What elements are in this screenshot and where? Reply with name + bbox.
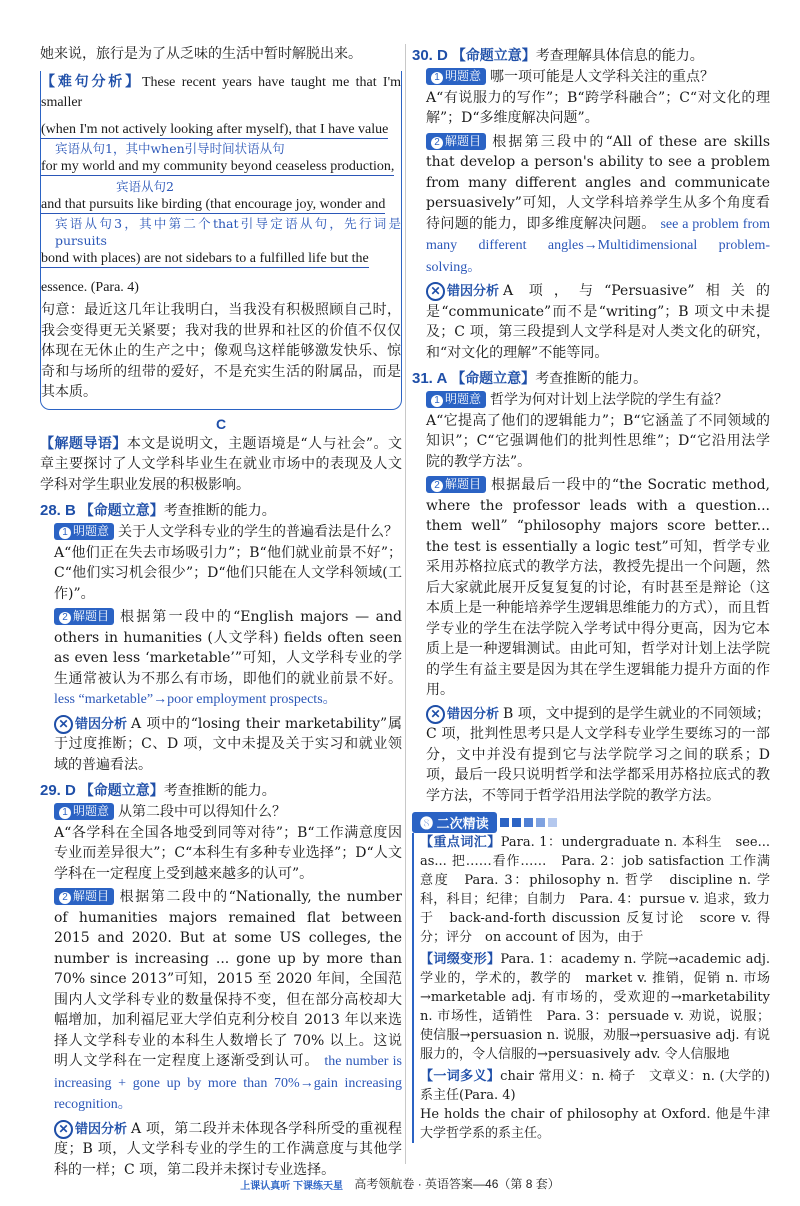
difficult-line-6: essence. (Para. 4) xyxy=(41,279,139,295)
q28-answer: 根据第一段中的“English majors — and others in humanities (人文学科) fields often seen as even less ‘marketable’”可知，人文学科专业的学生通常被认为不那么有市场，即他们的就业前景不好。 xyxy=(54,609,402,687)
vocab-label: 【重点词汇】 xyxy=(420,835,501,850)
error-label: 错因分析 xyxy=(447,705,500,721)
difficult-sentence-box xyxy=(40,71,402,410)
intro-line: 她来说，旅行是为了从乏味的生活中暂时解脱出来。 xyxy=(40,46,362,62)
q28-error-text: A 项中的“losing their marketability”属于过度推断；C、D 项，文中未提及关于实习和就业领域的普遍看法。 xyxy=(54,715,402,773)
poly-example: He holds the chair of philosophy at Oxford. 他是牛津大学哲学系的系主任。 xyxy=(420,1107,770,1141)
difficult-meaning: 句意：最近这几年让我明白，当我没有积极照顾自己时，我会变得更无关紧要；我对我的世界和社区的价值不仅仅体现在无休止的生产之中；像观鸟这样能够激发快乐、惊奇和与场所的纽带的爱好，不是充实生活的附属品，而是其本质。 xyxy=(41,302,401,400)
badge-number: 1 xyxy=(431,395,443,407)
badge-label: 解题目 xyxy=(73,609,110,623)
decor-square xyxy=(536,818,545,827)
error-label: 错因分析 xyxy=(447,283,500,298)
difficult-line-1: These recent years have taught me that I'm smaller xyxy=(41,74,401,110)
error-label: 错因分析 xyxy=(75,1120,128,1136)
book-icon: ❽ xyxy=(420,816,437,831)
q28-question: 关于人文学科专业的学生的普遍看法是什么？ xyxy=(118,524,399,540)
decor-square xyxy=(500,818,509,827)
poly-label: 【一词多义】 xyxy=(420,1069,501,1084)
badge-label: 解题目 xyxy=(73,889,110,903)
q28-number: 28. B xyxy=(40,502,76,519)
badge-label: 明题意 xyxy=(445,392,482,406)
morph-text: Para. 1：academy n. 学院→academic adj. 学业的，学术的，教学的 market v. 推销，促销 n. 市场→marketable adj. 有市场的，受欢迎的→marketability n. 市场性，适销性 Para. 3：persuade v. 劝说，说服；使信服→persuasion n. 说服，劝服→persuasive adj. 有说服力的，令人信服的→persuasively adv. 令人信服地 xyxy=(420,952,770,1062)
q29-badge-2 xyxy=(54,888,114,905)
q31-error-tag xyxy=(426,704,499,725)
q30-error-tag xyxy=(426,281,499,302)
q31-purpose: 考查推断的能力。 xyxy=(535,371,648,387)
q29-purpose: 考查推断的能力。 xyxy=(163,783,276,799)
q31-label: 【命题立意】 xyxy=(451,370,536,386)
badge-number: 2 xyxy=(59,892,71,904)
q30-purpose: 考查理解具体信息的能力。 xyxy=(535,48,704,64)
difficult-line-3: for my world and my community beyond ceaseless production, xyxy=(41,159,395,174)
badge-label: 明题意 xyxy=(73,804,110,818)
badge-number: 2 xyxy=(59,612,71,624)
q31-error-text: B 项，文中提到的是学生就业的不同领域；C 项，批判性思考只是人文学科专业学生要练习的一部分，文中并没有提到它与法学院学习之间的联系；D 项，最后一段只说明哲学和法学都采用苏格拉底式的教学方法，不等同于哲学沿用法学院的教学方法。 xyxy=(426,705,770,804)
guide-text: 本文是说明文，主题语境是“人与社会”。文章主要探讨了人文学科毕业生在就业市场中的表现及人文学科对学生职业发展的积极影响。 xyxy=(40,435,402,493)
q31-number: 31. A xyxy=(412,370,448,387)
q28-badge-2 xyxy=(54,608,114,625)
q29-answer-en: the number is increasing + gone up by more than 70%→gain increasing recognition。 xyxy=(54,1054,402,1112)
note-3: 宾语从句3，其中第二个that引导定语从句，先行词是pursuits xyxy=(55,216,401,248)
q30-badge-2 xyxy=(426,133,486,150)
x-icon: ✕ xyxy=(54,715,73,734)
x-icon: ✕ xyxy=(426,282,445,301)
decor-square xyxy=(524,818,533,827)
note-1: 宾语从句1，其中when引导时间状语从句 xyxy=(55,141,285,156)
q29-question: 从第二段中可以得知什么？ xyxy=(118,804,287,820)
q31-heading xyxy=(412,367,770,390)
guide-label: 【解题导语】 xyxy=(40,435,127,452)
column-divider xyxy=(405,44,406,1164)
badge-number: 1 xyxy=(431,72,443,84)
q29-badge-1 xyxy=(54,803,114,820)
second-reading-label: 二次精读 xyxy=(436,816,489,831)
badge-label: 明题意 xyxy=(73,524,110,538)
q28-purpose: 考查推断的能力。 xyxy=(163,503,276,519)
footer-text: 高考领航卷 · 英语答案—46（第 8 套） xyxy=(354,1176,560,1191)
q28-badge-1 xyxy=(54,523,114,540)
x-icon: ✕ xyxy=(426,705,445,724)
q30-answer-en: see a problem from many different angles→Multidimensional problem-solving。 xyxy=(426,216,771,275)
q29-answer: 根据第二段中的“Nationally, the number of humanities majors remained flat between 2015 and 2020. But at some US colleges, the number is increasing ... gone up by more than 70% since 2013”可知，2015 至 2020 年间，全国范围内人文学科专业的数量保持不变，但在部分高校却大幅增加，加利福尼亚大学伯克利分校自 2013 年以来选择人文学科专业的本科生人数增长了 70% 以上。这说明人文学科在一定程度上逐渐受到认可。 xyxy=(54,889,402,1069)
q30-question: 哪一项可能是人文学科关注的重点？ xyxy=(490,69,715,85)
poly-text: chair 常用义：n. 椅子 文章义：n. (大学的)系主任(Para. 4) xyxy=(420,1069,770,1103)
difficult-line-2: (when I'm not actively looking after myself), that I have value xyxy=(41,121,389,137)
q31-badge-1 xyxy=(426,391,486,408)
q30-badge-1 xyxy=(426,68,486,85)
difficult-line-4: and that pursuits like birding (that encourage joy, wonder and xyxy=(41,196,386,212)
q30-heading xyxy=(412,44,770,67)
badge-label: 解题目 xyxy=(445,133,482,148)
right-column xyxy=(412,44,770,1143)
x-icon: ✕ xyxy=(54,1120,73,1139)
section-c-heading: C xyxy=(215,415,227,432)
page-footer xyxy=(0,1175,800,1192)
decor-square xyxy=(512,818,521,827)
q28-error-tag xyxy=(54,714,127,735)
q31-options: A“它提高了他们的逻辑能力”；B“它涵盖了不同领域的知识”；C“它强调他们的批判性思维”；D“它沿用法学院的教学方法”。 xyxy=(426,412,770,470)
badge-number: 2 xyxy=(431,137,443,149)
q28-label: 【命题立意】 xyxy=(79,502,164,518)
difficult-label: 【难句分析】 xyxy=(41,74,142,90)
q28-answer-en: less “marketable”→poor employment prospects。 xyxy=(54,692,337,707)
badge-label: 解题目 xyxy=(445,477,482,491)
second-reading-panel xyxy=(412,833,770,1143)
q30-number: 30. D xyxy=(412,47,448,64)
q30-answer: 根据第三段中的“All of these are skills that develop a person's ability to see a problem from many different angles and communicate persuasively”可知，人文学科培养学生从多个角度看待问题的能力，即多维度解决问题。 xyxy=(426,133,770,232)
morph-label: 【词缀变形】 xyxy=(420,952,501,967)
q31-question: 哲学为何对计划上法学院的学生有益？ xyxy=(490,392,729,408)
second-reading-title xyxy=(412,812,770,833)
vocab-text: Para. 1：undergraduate n. 本科生 see... as... 把……看作…… Para. 2：job satisfaction 工作满意度 Para. 3：philosophy n. 哲学 discipline n. 学科，科目；纪律；自制力 Para. 4：pursue v. 追求，致力于 back-and-forth discussion 反复讨论 score v. 得分；评分 on account of 因为，由于 xyxy=(420,835,770,945)
q28-heading xyxy=(40,499,402,522)
badge-number: 1 xyxy=(59,527,71,539)
q29-label: 【命题立意】 xyxy=(79,782,164,798)
q29-heading xyxy=(40,779,402,802)
badge-label: 明题意 xyxy=(445,69,482,83)
error-label: 错因分析 xyxy=(75,715,128,731)
left-column xyxy=(40,44,402,1180)
decor-square xyxy=(548,818,557,827)
q29-error-text: A 项，第二段并未体现各学科所受的重视程度；B 项，人文学科专业的学生的工作满意度与其他学科的一样；C 项，第二段并未探讨专业选择。 xyxy=(54,1120,402,1178)
q30-label: 【命题立意】 xyxy=(451,47,536,63)
q29-number: 29. D xyxy=(40,782,76,799)
q30-error-text: A 项，与“Persuasive”相关的是“communicate”而不是“writing”；B 项文中未提及；C 项，第三段提到人文学科是对人类文化的研究，和“对文化的理解”不能等同。 xyxy=(426,283,770,361)
q31-answer: 根据最后一段中的“the Socratic method, where the professor leads with a question... them well” “philosophy majors score better... the test is essentially a logic test”可知，哲学专业采用苏格拉底式的教学方法，教授先提出一个问题，然后大家就此展开反复复复的讨论，有时甚至是辩论（这本质上是一种能培养学生逻辑思维能力的方式），而且哲学专业的学生在法学院入学考试中得分更高，因为它本质上是一种逻辑测试。由此可知，哲学对计划上法学院的学生有益主要是因为其在学生逻辑能力提升方面的作用。 xyxy=(426,477,770,698)
q29-error-tag xyxy=(54,1119,127,1140)
q31-badge-2 xyxy=(426,476,486,493)
note-2: 宾语从句2 xyxy=(116,178,174,194)
q30-options: A“有说服力的写作”；B“跨学科融合”；C“对文化的理解”；D“多维度解决问题”。 xyxy=(426,89,770,126)
difficult-line-5: bond with places) are not sidebars to a fulfilled life but the xyxy=(41,251,369,266)
q28-options: A“他们正在失去市场吸引力”；B“他们就业前景不好”；C“他们实习机会很少”；D“他们只能在人文学科领域(工作)”。 xyxy=(54,544,402,602)
second-reading-badge xyxy=(412,812,497,833)
brand-logo: 上课认真听 下课练天星 xyxy=(240,1181,344,1192)
badge-number: 1 xyxy=(59,807,71,819)
q29-options: A“各学科在全国各地受到同等对待”；B“工作满意度因专业而差异很大”；C“本科生有多种专业选择”；D“人文学科在一定程度上受到越来越多的认可”。 xyxy=(54,824,402,882)
badge-number: 2 xyxy=(431,480,443,492)
